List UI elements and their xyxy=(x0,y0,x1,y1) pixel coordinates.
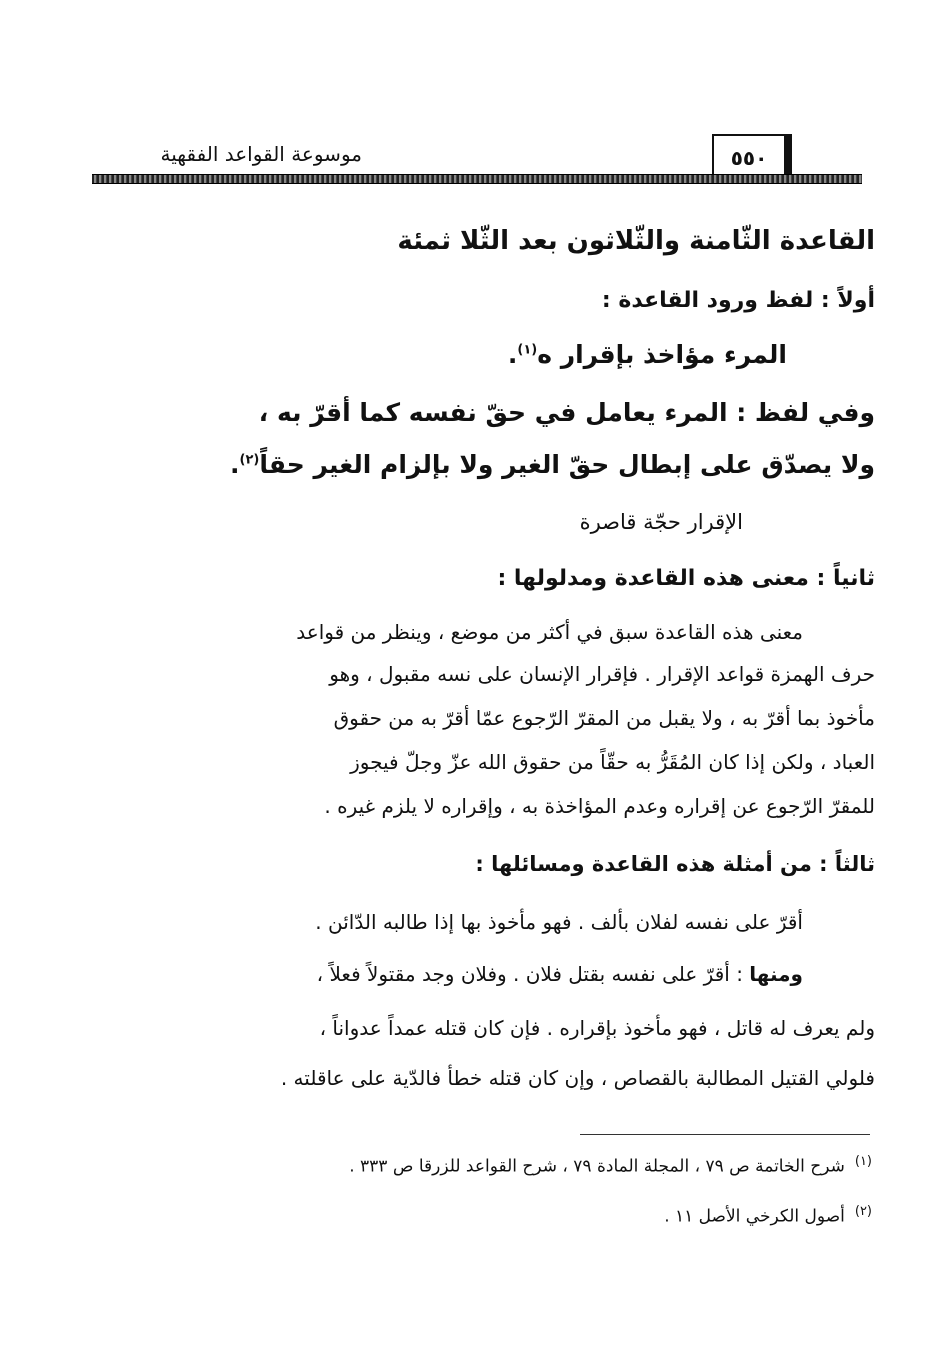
footnote-1-text: شرح الخاتمة ص ٧٩ ، المجلة المادة ٧٩ ، شرح القواعد للزرقا ص ٣٣٣ . xyxy=(349,1156,845,1177)
footnote-2-marker: (٢) xyxy=(854,1204,872,1219)
section-heading-examples: ثالثاً : من أمثلة هذه القاعدة ومسائلها : xyxy=(475,852,875,876)
meaning-line-1: معنى هذه القاعدة سبق في أكثر من موضع ، وينظر من قواعد xyxy=(296,620,803,644)
rule-variant-end: . xyxy=(230,450,240,479)
example-2-line-1 xyxy=(100,962,803,986)
rule-variant-line-2 xyxy=(100,450,875,479)
meaning-line-4: العباد ، ولكن إذا كان المُقَرُّ به حقّاً من حقوق الله عزّ وجلّ فيجوز xyxy=(350,750,875,774)
footnote-separator xyxy=(580,1134,870,1135)
page-number: ٥٥٠ xyxy=(712,134,792,174)
example-2-lead: ومنها xyxy=(749,962,803,986)
section-heading-meaning: ثانياً : معنى هذه القاعدة ومدلولها : xyxy=(497,566,875,591)
footnote-ref-2: (٢) xyxy=(239,452,260,468)
footnote-ref-1: (١) xyxy=(517,342,538,358)
rule-text: المرء مؤاخذ بإقرار ه xyxy=(537,340,787,369)
footnote-1-marker: (١) xyxy=(854,1154,872,1169)
rule-alt-form: الإقرار حجّة قاصرة xyxy=(579,510,743,534)
footnote-2 xyxy=(664,1204,872,1227)
page-header xyxy=(92,128,862,190)
footnote-1 xyxy=(349,1154,872,1177)
rule-end: . xyxy=(507,340,518,369)
rule-variant-line-1: وفي لفظ : المرء يعامل في حقّ نفسه كما أقرّ به ، xyxy=(258,398,875,427)
example-2-text: : أقرّ على نفسه بقتل فلان . وفلان وجد مقتولاً فعلاً ، xyxy=(316,962,750,986)
example-2-line-2: ولم يعرف له قاتل ، فهو مأخوذ بإقراره . فإن كان قتله عمداً عدواناً ، xyxy=(319,1016,875,1040)
example-2-line-3: فلولي القتيل المطالبة بالقصاص ، وإن كان قتله خطأ فالدّية على عاقلته . xyxy=(280,1066,875,1090)
footnote-2-text: أصول الكرخي الأصل ١١ . xyxy=(664,1206,845,1227)
meaning-line-3: مأخوذ بما أقرّ به ، ولا يقبل من المقرّ الرّجوع عمّا أقرّ به من حقوق xyxy=(333,706,875,730)
example-1: أقرّ على نفسه لفلان بألف . فهو مأخوذ بها إذا طالبه الدّائن . xyxy=(315,910,803,934)
rule-title: القاعدة الثّامنة والثّلاثون بعد الثّلا ثمئة xyxy=(397,226,875,256)
rule-statement xyxy=(100,340,787,369)
meaning-line-2: حرف الهمزة قواعد الإقرار . فإقرار الإنسان على نسه مقبول ، وهو xyxy=(329,662,875,686)
section-heading-wording: أولاً : لفظ ورود القاعدة : xyxy=(601,288,875,313)
running-title: موسوعة القواعد الفقهية xyxy=(160,142,362,166)
header-rule xyxy=(92,174,862,184)
rule-variant-text: ولا يصدّق على إبطال حقّ الغير ولا بإلزام الغير حقاً xyxy=(259,450,875,479)
meaning-line-5: للمقرّ الرّجوع عن إقراره وعدم المؤاخذة به ، وإقراره لا يلزم غيره . xyxy=(324,794,875,818)
